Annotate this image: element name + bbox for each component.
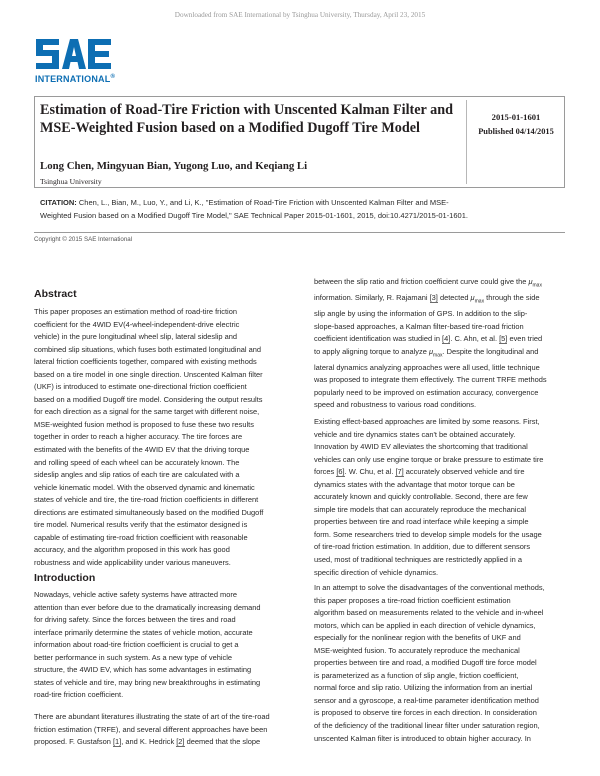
affiliation: Tsinghua University bbox=[40, 177, 102, 186]
reference-link-2[interactable]: [2] bbox=[176, 737, 185, 747]
abstract-line: for each direction as a signal for the same target with different noise, bbox=[34, 407, 260, 417]
right-paragraph-3 bbox=[314, 582, 570, 745]
introduction-paragraph-2: There are abundant literatures illustrating the state of art of the tire-road friction estimation (TRFE), and several different approaches have been proposed. F. Gustafson [1], and K. Hedrick [2] deemed that the slope bbox=[34, 712, 270, 747]
reference-link-1[interactable]: [1] bbox=[112, 737, 122, 747]
abstract-line: coefficient for the 4WID EV(4-wheel-independent-drive electric bbox=[34, 319, 240, 329]
reference-link-3[interactable]: [3] bbox=[429, 293, 438, 303]
paragraph-line: of the deficiency of the traditional linear filter under saturation region, bbox=[314, 721, 540, 731]
logo-letter-e bbox=[88, 39, 111, 69]
right-paragraph-1: between the slip ratio and friction coefficient curve could give the $\mu_{max}$ information. Similarly, R. Rajamani [3] detected $\mu_{max}$ through the side slip angle by using the information of GPS. In addition to the slip- slope-based approaches, a Kalman filter-based tire-road friction coefficient identification was studied in [4]. C. Ahn, et al. [5] even tried to apply aligning torque to analyze $\mu_{max}$. Despite the longitudinal and lateral dynamics analyzing approaches were all used, little technique was proposed to integrate them effectively. The current TRFE methods popularly need to be improved on estimation accuracy, convergence speed and robustness to various road conditions. bbox=[314, 277, 547, 410]
abstract-line: based on a tire model in one single direction. Unscented Kalman filter bbox=[34, 369, 263, 379]
citation-line-2: Weighted Fusion based on a Modified Dugoff Tire Model," SAE Technical Paper 2015-01-1601, 2015, doi:10.4271/2015-01-1601. bbox=[40, 210, 468, 220]
paper-title: Estimation of Road-Tire Friction with Unscented Kalman Filter and MSE-Weighted Fusion based on a Modified Dugoff Tire Model bbox=[40, 102, 454, 136]
paragraph-line: is proposed to observe tire forces in each direction. In consideration bbox=[314, 708, 537, 718]
introduction-line: states of vehicle and tire, may bring new breakthroughs in estimating bbox=[34, 677, 261, 687]
introduction-line: interface primarily determine the states of vehicle motion, accurate bbox=[34, 627, 253, 637]
abstract-line: combined slip situations, which fuses both estimated longitudinal and bbox=[34, 344, 261, 354]
citation bbox=[40, 197, 560, 222]
abstract-line: directions are estimated simultaneously based on the modified Dugoff bbox=[34, 507, 264, 517]
paragraph-line: sensor and a gyroscope, a real-time parameter identification method bbox=[314, 695, 539, 705]
logo-letter-s bbox=[36, 39, 59, 69]
abstract-line: together in order to reach a higher accuracy. The tire forces are bbox=[34, 432, 243, 442]
paragraph-line: In an attempt to solve the disadvantages of the conventional methods, bbox=[314, 583, 545, 592]
paragraph-line: normal force and slip ratio. Utilizing the information from an inertial bbox=[314, 683, 533, 693]
introduction-line: information about road-tire friction coefficient is crucial to get a bbox=[34, 640, 239, 650]
abstract-line: states of vehicle and tire, the tire-road friction coefficients in different bbox=[34, 495, 259, 505]
paragraph-line: properties between tire and road, a modified Dugoff tire force model bbox=[314, 658, 537, 668]
introduction-line: road-tire friction coefficient. bbox=[34, 690, 124, 700]
right-paragraph-2: Existing effect-based approaches are limited by some reasons. First, vehicle and tire dynamics states can't be obtained accurately. Innovation by 4WID EV alleviates the shortcoming that traditional vehicles can only use engine torque or brake pressure to estimate tire forces [6]. W. Chu, et al. [7] accurately observed vehicle and tire dynamics states with the advantage that motor torque can be accurately known and quickly controllable. Second, there are few simple tire models that can accurately reproduce the mechanical properties between tire and road interface while keeping a simple form. Some researchers tried to develop simple models for the usage of tire-road friction estimation. In addition, due to different sensors used, most of traditional techniques are restrictedly applied in a specific direction of vehicle dynamics. bbox=[314, 417, 544, 577]
paragraph-line: is parameterized as a function of slip angle, friction coefficient, bbox=[314, 670, 519, 680]
paragraph-line: motors, which can be applied in each direction of vehicle dynamics, bbox=[314, 620, 536, 630]
reference-link-5[interactable]: [5] bbox=[499, 334, 508, 344]
paragraph-line: algorithm based on measurements related to the vehicle and in-wheel bbox=[314, 608, 544, 618]
reference-link-7[interactable]: [7] bbox=[395, 467, 404, 477]
paragraph-line: especially for the nonlinear region with the benefits of UKF and bbox=[314, 633, 521, 643]
citation-label: CITATION: bbox=[40, 198, 77, 207]
abstract-line: based on a modified Dugoff tire model. Considering the output results bbox=[34, 394, 263, 404]
introduction-line: better performance in such system. As a new type of vehicle bbox=[34, 652, 233, 662]
citation-line-1: Chen, L., Bian, M., Luo, Y., and Li, K., "Estimation of Road-Tire Friction with Unscented Kalman Filter and MSE- bbox=[78, 198, 449, 207]
abstract-line: and rolling speed of each wheel can be accurately known. The bbox=[34, 457, 240, 467]
paragraph-line: unscented Kalman filter is introduced to obtain higher accuracy. In bbox=[314, 733, 531, 743]
download-notice: Downloaded from SAE International by Tsinghua University, Thursday, April 23, 2015 bbox=[174, 11, 426, 19]
introduction-line: structure, the 4WID EV, which has some advantages in estimating bbox=[34, 665, 252, 675]
abstract-line: MSE-weighted fusion method is proposed to fuse these two results bbox=[34, 419, 254, 429]
introduction-line: Nowadays, vehicle active safety systems have attracted more bbox=[34, 590, 237, 599]
abstract-line: vehicle kinematic model. With the observed dynamic and kinematic bbox=[34, 482, 255, 492]
introduction-line: for driving safety. Since the forces between the tires and road bbox=[34, 615, 236, 625]
abstract-line: robustness and wide applicability under various maneuvers. bbox=[34, 557, 231, 567]
sae-logo-subtitle: INTERNATIONAL® bbox=[35, 74, 116, 84]
abstract-body bbox=[34, 306, 306, 569]
abstract-line: capable of estimating tire-road friction coefficient with reasonable bbox=[34, 532, 248, 542]
authors: Long Chen, Mingyuan Bian, Yugong Luo, and Keqiang Li bbox=[40, 160, 308, 172]
paragraph-line: MSE-weighted fusion. To accurately reproduce the mechanical bbox=[314, 645, 520, 655]
introduction-line: attention than ever before due to the dramatically increasing demand bbox=[34, 602, 261, 612]
abstract-heading: Abstract bbox=[34, 288, 77, 300]
paragraph-line: this paper proposes a tire-road friction coefficient estimation bbox=[314, 595, 511, 605]
reference-link-4[interactable]: [4] bbox=[442, 334, 451, 344]
abstract-line: vehicle) in the pure longitudinal wheel slip, lateral sideslip and bbox=[34, 332, 237, 342]
title-divider bbox=[466, 100, 467, 184]
published-date: Published 04/14/2015 bbox=[478, 127, 554, 136]
abstract-line: estimated with the benefits of the 4WID EV that the driving torque bbox=[34, 445, 250, 455]
abstract-line: sideslip angles and slip ratios of each tire are calculated with a bbox=[34, 470, 240, 480]
abstract-line: (UKF) is introduced to estimate one-directional friction coefficient bbox=[34, 382, 247, 392]
abstract-line: tire model. Numerical results verify that the estimator designed is bbox=[34, 520, 248, 530]
introduction-body bbox=[34, 589, 306, 702]
paper-number: 2015-01-1601 bbox=[491, 112, 541, 122]
logo-letter-a bbox=[62, 39, 86, 69]
abstract-line: lateral friction coefficients together, compared with existing methods bbox=[34, 357, 257, 367]
abstract-line: accuracy, and the algorithm proposed in this work has good bbox=[34, 545, 230, 555]
introduction-heading: Introduction bbox=[34, 572, 96, 584]
reference-link-6[interactable]: [6] bbox=[336, 467, 345, 477]
header-rule bbox=[34, 232, 565, 233]
copyright: Copyright © 2015 SAE International bbox=[34, 236, 133, 243]
abstract-line: This paper proposes an estimation method of road-tire friction bbox=[34, 307, 237, 316]
